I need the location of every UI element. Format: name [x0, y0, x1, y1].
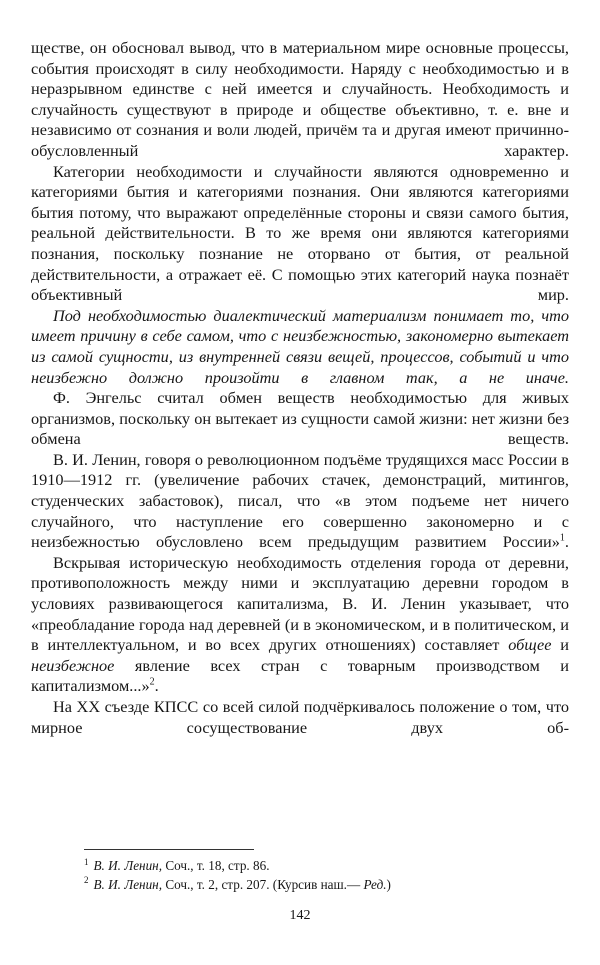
footnote-note-end: )	[386, 876, 391, 892]
page-body	[31, 38, 569, 738]
footnote-note: (Курсив наш.—	[269, 876, 364, 892]
paragraph-town-country-text-c: явление всех стран с товарным производством и капитализмом...»	[31, 655, 569, 696]
paragraph-town-country-text-a: Вскрывая историческую необходимость отделения города от деревни, противоположность между ними и эксплуатацию деревни городом в условиях развивающегося капитализма, В. И. Ленин указывает, что «преобладание города над деревней (и в экономическом, и в политическом, и в интеллектуальном, и во всех других отношениях) составляет	[31, 552, 569, 655]
footnote-text: Соч., т. 18, стр. 86.	[162, 858, 270, 873]
paragraph-lenin-upsurge-text: В. И. Ленин, говоря о революционном подъёме трудящихся масс России в 1910—1912 гг. (увеличение рабочих стачек, демонстраций, митингов, студенческих забастовок), писал, что «в этом подъеме нет ничего случайного, что наступление его совершенно закономерно и с неизбежностью обусловлено всем предыдущим развитием России»	[31, 449, 569, 552]
paragraph-categories: Категории необходимости и случайности являются одновременно и категориями бытия и категориями познания. Они являются категориями бытия потому, что выражают определённые стороны и связи самого бытия, реальной действительности. В то же время они являются категориями познания, поскольку познание не оторвано от бытия, от реальной действительности, а отражает её. С помощью этих категорий наука познаёт объективный мир.	[31, 161, 569, 305]
footnote-number: 2	[84, 875, 89, 886]
footnotes	[84, 857, 554, 894]
footnote-divider	[84, 849, 254, 850]
footnote-note-emphasis: Ред.	[363, 876, 387, 892]
footnote-ref-1: 1	[559, 532, 565, 544]
footnote-text: Соч., т. 2, стр. 207.	[162, 876, 270, 892]
paragraph-town-country	[31, 553, 569, 697]
footnote-2	[84, 876, 554, 895]
paragraph-necessity-definition: Под необходимостью диалектический материализм понимает то, что имеет причину в себе самом, что с неизбежностью, закономерно вытекает из самой сущности, из внутренней связи вещей, процессов, событий и что неизбежно должно произойти в главном так, а не иначе.	[31, 305, 569, 387]
emphasis-general: общее	[508, 635, 552, 655]
footnote-1	[84, 857, 554, 876]
footnote-author: В. И. Ленин,	[93, 858, 163, 873]
paragraph-lenin-upsurge	[31, 450, 569, 553]
paragraph-engels: Ф. Энгельс считал обмен веществ необходимостью для живых организмов, поскольку он вытекает из сущности самой жизни: нет жизни без обмена веществ.	[31, 388, 569, 449]
paragraph-congress: На XX съезде КПСС со всей силой подчёркивалось положение о том, что мирное сосуществование двух об-	[31, 697, 569, 737]
emphasis-inevitable: неизбежное	[31, 655, 115, 675]
page-number: 142	[289, 908, 311, 923]
footnote-ref-2: 2	[149, 676, 155, 688]
paragraph-continuation: ществе, он обосновал вывод, что в материальном мире основные процессы, события происходят в силу необходимости. Наряду с необходимостью и в неразрывном единстве с ней имеется и случайность. Необходимость и случайность существуют в природе и обществе объективно, т. е. вне и независимо от сознания и воли людей, причём та и другая имеют причинно-обусловленный характер.	[31, 38, 569, 160]
footnote-author: В. И. Ленин,	[93, 876, 163, 892]
footnote-number: 1	[84, 856, 89, 867]
paragraph-town-country-tail: .	[154, 676, 159, 696]
paragraph-lenin-upsurge-tail: .	[564, 532, 569, 552]
paragraph-town-country-text-b: и	[551, 635, 569, 655]
